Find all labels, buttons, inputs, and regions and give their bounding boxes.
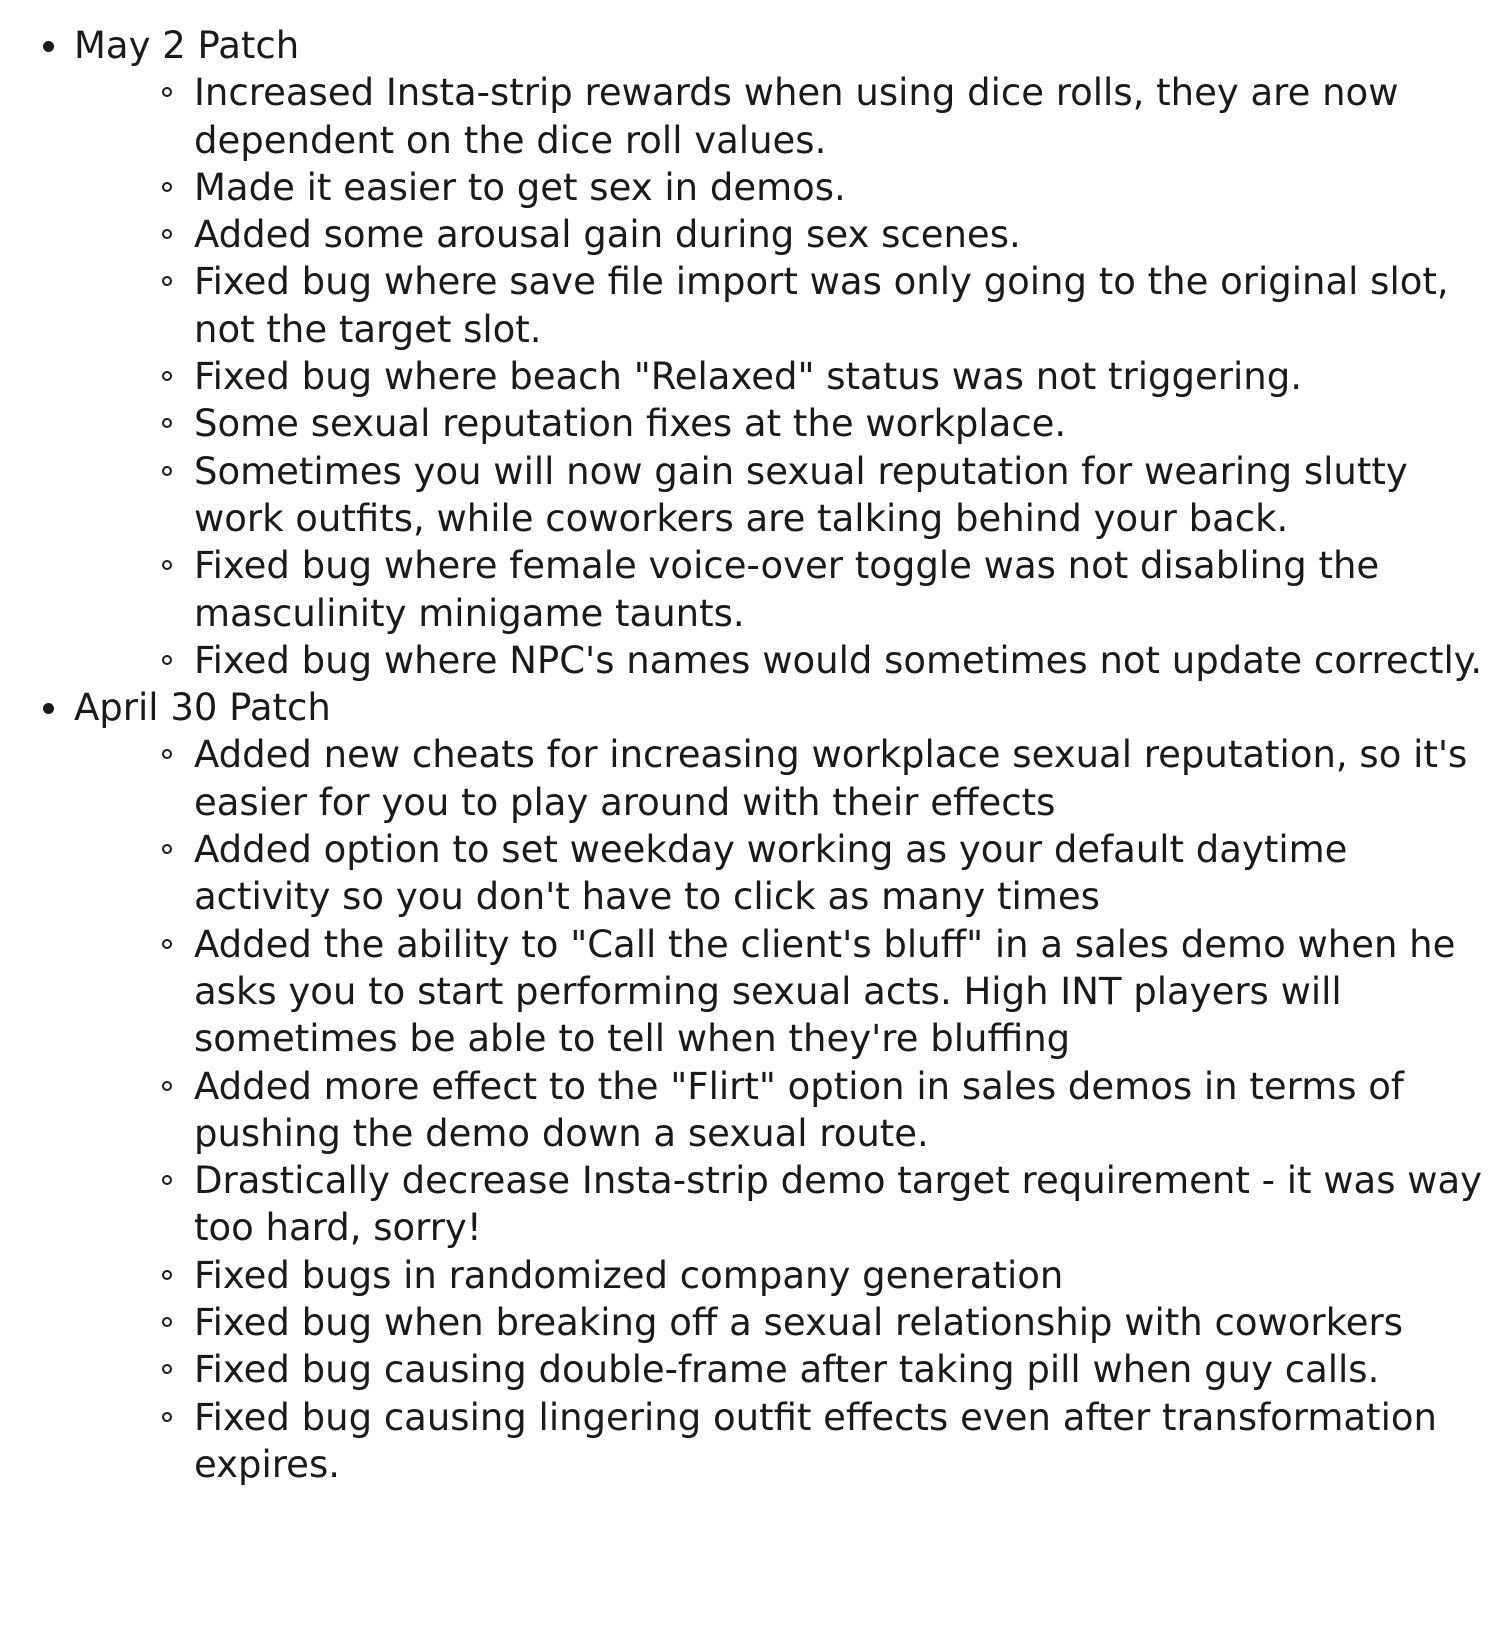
- change-item: Fixed bug where NPC's names would sometimes not update correctly.: [194, 637, 1490, 684]
- change-item: Fixed bug when breaking off a sexual relationship with coworkers: [194, 1299, 1490, 1346]
- change-item: Sometimes you will now gain sexual reputation for wearing slutty work outfits, while coworkers are talking behind your back.: [194, 448, 1490, 543]
- change-list: [74, 731, 1490, 1488]
- patch-may-2: [38, 22, 1490, 684]
- change-item: Fixed bug causing double-frame after taking pill when guy calls.: [194, 1346, 1490, 1393]
- patch-title: May 2 Patch: [74, 24, 300, 67]
- change-item: Drastically decrease Insta-strip demo target requirement - it was way too hard, sorry!: [194, 1157, 1490, 1252]
- change-item: Fixed bug where female voice-over toggle was not disabling the masculinity minigame taunts.: [194, 542, 1490, 637]
- change-item: Fixed bugs in randomized company generation: [194, 1252, 1490, 1299]
- change-item: Made it easier to get sex in demos.: [194, 164, 1490, 211]
- change-item: Added new cheats for increasing workplace sexual reputation, so it's easier for you to play around with their effects: [194, 731, 1490, 826]
- change-item: Fixed bug causing lingering outfit effects even after transformation expires.: [194, 1394, 1490, 1489]
- change-item: Fixed bug where save file import was only going to the original slot, not the target slot.: [194, 258, 1490, 353]
- change-item: Added the ability to "Call the client's bluff" in a sales demo when he asks you to start performing sexual acts. High INT players will sometimes be able to tell when they're bluffing: [194, 921, 1490, 1063]
- change-list: [74, 69, 1490, 684]
- change-item: Added some arousal gain during sex scenes.: [194, 211, 1490, 258]
- change-item: Increased Insta-strip rewards when using dice rolls, they are now dependent on the dice roll values.: [194, 69, 1490, 164]
- change-item: Added more effect to the "Flirt" option in sales demos in terms of pushing the demo down a sexual route.: [194, 1063, 1490, 1158]
- change-item: Some sexual reputation fixes at the workplace.: [194, 400, 1490, 447]
- patch-april-30: [38, 684, 1490, 1488]
- patch-list: [38, 22, 1490, 1488]
- change-item: Fixed bug where beach "Relaxed" status was not triggering.: [194, 353, 1490, 400]
- change-item: Added option to set weekday working as your default daytime activity so you don't have to click as many times: [194, 826, 1490, 921]
- patch-title: April 30 Patch: [74, 686, 331, 730]
